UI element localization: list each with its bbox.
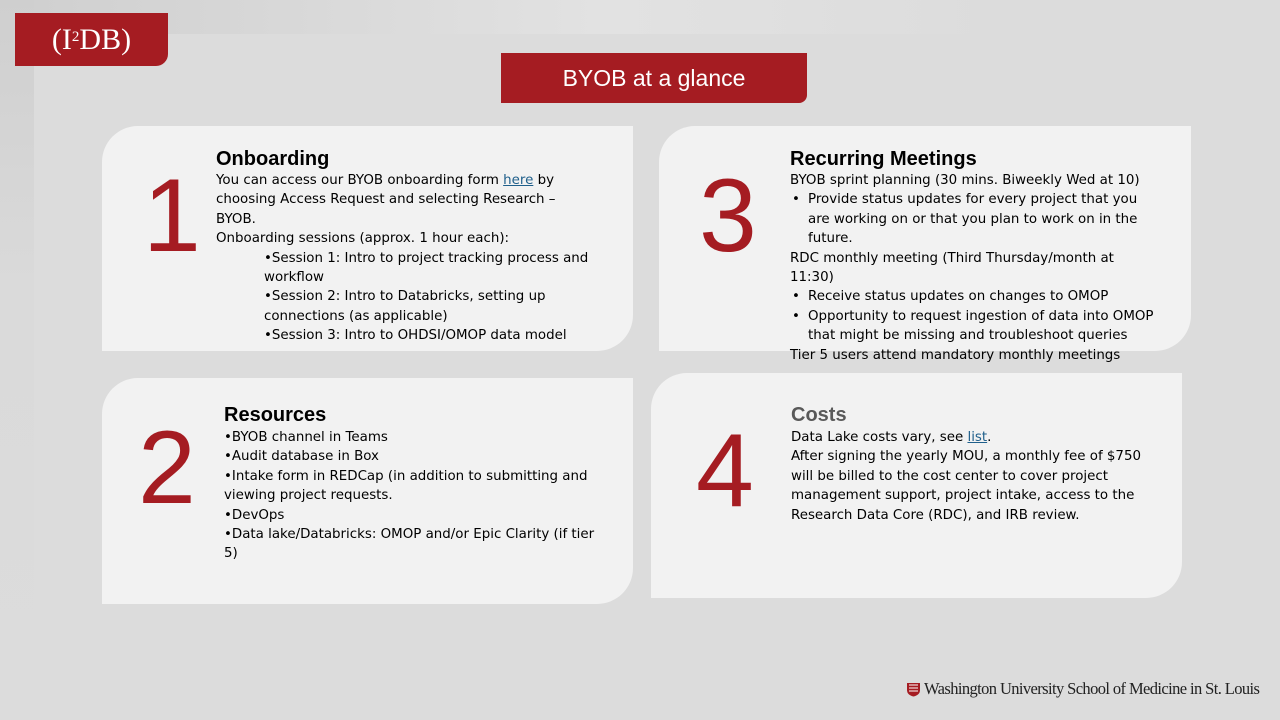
card-number: 4 bbox=[696, 413, 754, 529]
session-item: •Session 2: Intro to Databricks, setting up connections (as applicable) bbox=[264, 289, 546, 324]
onboarding-body bbox=[216, 171, 596, 346]
resources-body bbox=[224, 428, 609, 564]
list-item: •Audit database in Box bbox=[224, 449, 379, 465]
card-heading: Recurring Meetings bbox=[790, 148, 977, 170]
card-number: 2 bbox=[138, 410, 196, 526]
card-heading: Resources bbox=[224, 404, 327, 426]
onboarding-intro: You can access our BYOB onboarding form here by choosing Access Request and selecting Research – BYOB. bbox=[216, 173, 556, 227]
card-number: 3 bbox=[699, 158, 757, 274]
cost-list-link[interactable]: list bbox=[967, 430, 988, 445]
list-item: • Opportunity to request ingestion of data into OMOP that might be missing and troubleshoot queries bbox=[790, 307, 1155, 346]
onboarding-form-link[interactable]: here bbox=[503, 173, 534, 188]
shield-icon bbox=[906, 682, 921, 697]
slide-title: BYOB at a glance bbox=[501, 53, 807, 103]
resources-card bbox=[102, 378, 633, 604]
sessions-label: Onboarding sessions (approx. 1 hour each): bbox=[216, 231, 510, 247]
tier-note: Tier 5 users attend mandatory monthly meetings bbox=[790, 347, 1121, 363]
list-item: •BYOB channel in Teams bbox=[224, 430, 388, 445]
rdc-bullets bbox=[790, 287, 1155, 345]
footer-logo bbox=[906, 679, 1259, 699]
background-band-left bbox=[0, 0, 34, 720]
list-item: •Intake form in REDCap (in addition to submitting and viewing project requests. bbox=[224, 468, 588, 504]
list-item: • Provide status updates for every project that you are working on or that you plan to work on in the future. bbox=[790, 190, 1155, 248]
card-heading: Onboarding bbox=[216, 148, 330, 170]
recurring-meetings-card bbox=[659, 126, 1191, 363]
sprint-planning-label: BYOB sprint planning (30 mins. Biweekly Wed at 10) bbox=[790, 173, 1140, 188]
list-item: •DevOps bbox=[224, 507, 285, 523]
sprint-bullets bbox=[790, 190, 1155, 248]
card-heading: Costs bbox=[791, 404, 847, 426]
meetings-body bbox=[790, 171, 1155, 365]
list-item: • Receive status updates on changes to OMOP bbox=[790, 287, 1155, 306]
costs-line: Data Lake costs vary, see list. bbox=[791, 430, 992, 445]
costs-body bbox=[791, 428, 1151, 525]
session-item: •Session 1: Intro to project tracking process and workflow bbox=[264, 250, 589, 286]
rdc-meeting-label: RDC monthly meeting (Third Thursday/month at 11:30) bbox=[790, 250, 1114, 286]
onboarding-card bbox=[102, 126, 633, 351]
card-number: 1 bbox=[143, 158, 201, 274]
session-item: •Session 3: Intro to OHDSI/OMOP data model bbox=[264, 328, 567, 344]
list-item: •Data lake/Databricks: OMOP and/or Epic Clarity (if tier 5) bbox=[224, 527, 595, 562]
i2db-logo: (I $^2$ DB) bbox=[15, 13, 168, 66]
costs-card bbox=[651, 373, 1182, 598]
institution-name: Washington University School of Medicine in St. Louis bbox=[924, 679, 1260, 698]
costs-paragraph: After signing the yearly MOU, a monthly fee of $750 will be billed to the cost center to cover project management support, project intake, access to the Research Data Core (RDC), and IRB review. bbox=[791, 449, 1141, 523]
